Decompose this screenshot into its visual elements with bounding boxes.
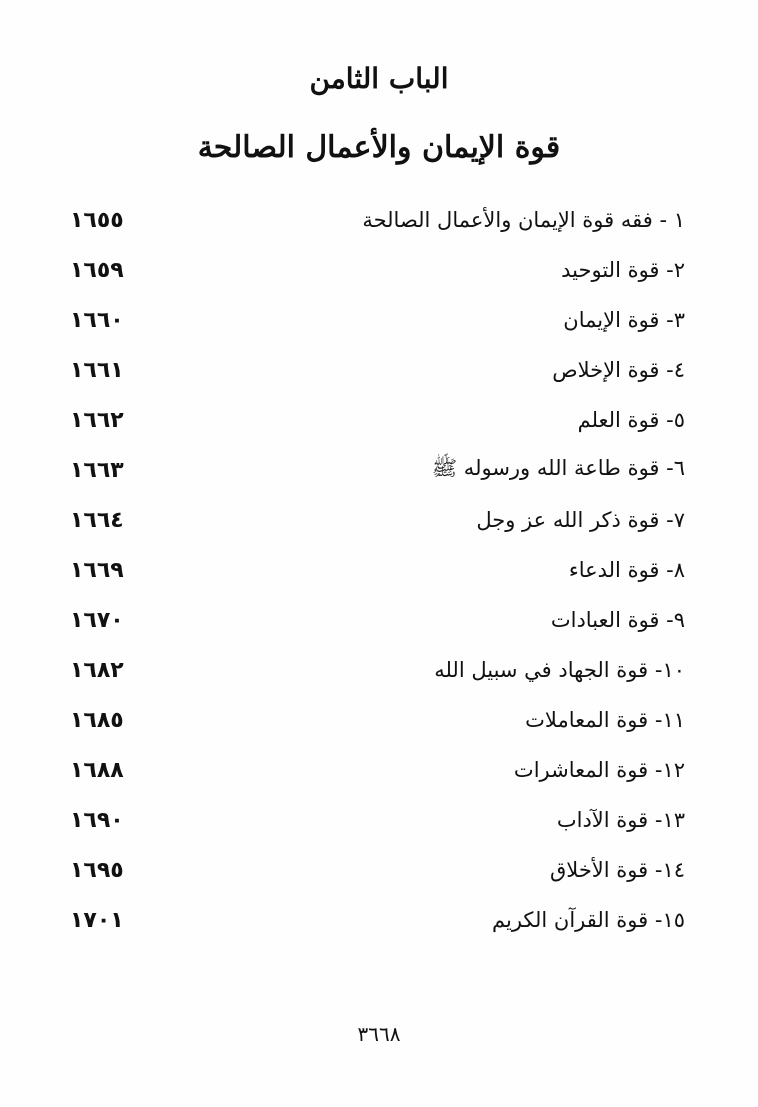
toc-entry-title: ٨- قوة الدعاء	[568, 558, 685, 582]
toc-row	[70, 495, 685, 545]
toc-page-number: ١٦٥٩	[70, 257, 124, 283]
toc-row	[70, 245, 685, 295]
toc-row	[70, 895, 685, 945]
chapter-title: قوة الإيمان والأعمال الصالحة	[197, 130, 561, 165]
toc-entry-title: ٢- قوة التوحيد	[561, 258, 685, 282]
toc-row	[70, 445, 685, 495]
toc-row	[70, 195, 685, 245]
toc-page-number: ١٦٥٥	[70, 207, 124, 233]
toc-page-number: ١٦٨٥	[70, 707, 124, 733]
toc-entry-title: ١٥- قوة القرآن الكريم	[492, 908, 685, 932]
toc-entry-title: ١٤- قوة الأخلاق	[550, 858, 685, 882]
toc-page-number: ١٦٩٥	[70, 857, 124, 883]
toc-row	[70, 695, 685, 745]
toc-entry-title: ١٣- قوة الآداب	[556, 808, 685, 832]
toc-page-number: ١٦٦٤	[70, 507, 124, 533]
toc-page-number: ١٦٩٠	[70, 807, 124, 833]
toc-row	[70, 795, 685, 845]
toc-page-number: ١٧٠١	[70, 907, 124, 933]
toc-entry-title: ٥- قوة العلم	[577, 408, 685, 432]
toc-entry-title: ١٠- قوة الجهاد في سبيل الله	[434, 658, 685, 682]
toc-page-number: ١٦٦١	[70, 357, 124, 383]
toc-row	[70, 345, 685, 395]
toc-entry-title: ٤- قوة الإخلاص	[552, 358, 685, 382]
table-of-contents	[70, 195, 685, 945]
toc-page-number: ١٦٨٢	[70, 657, 124, 683]
toc-entry-title: ١ - فقه قوة الإيمان والأعمال الصالحة	[362, 208, 685, 232]
toc-entry-title: ٣- قوة الإيمان	[563, 308, 685, 332]
toc-row	[70, 845, 685, 895]
toc-page-number: ١٦٦٣	[70, 457, 124, 483]
toc-page-number: ١٦٦٩	[70, 557, 124, 583]
toc-row	[70, 645, 685, 695]
toc-row	[70, 295, 685, 345]
toc-row	[70, 745, 685, 795]
toc-page-number: ١٦٨٨	[70, 757, 124, 783]
toc-entry-title: ٩- قوة العبادات	[550, 608, 685, 632]
toc-page-number: ١٦٦٠	[70, 307, 124, 333]
toc-page-number: ١٦٦٢	[70, 407, 124, 433]
toc-row	[70, 545, 685, 595]
toc-entry-title: ١١- قوة المعاملات	[525, 708, 685, 732]
toc-page-number: ١٦٧٠	[70, 607, 124, 633]
toc-row	[70, 395, 685, 445]
page-number: ٣٦٦٨	[357, 1022, 401, 1046]
toc-entry-title: ٦- قوة طاعة الله ورسوله ﷺ	[431, 455, 685, 480]
toc-entry-title: ٧- قوة ذكر الله عز وجل	[476, 508, 685, 532]
chapter-label: الباب الثامن	[309, 62, 449, 95]
toc-entry-title: ١٢- قوة المعاشرات	[513, 758, 685, 782]
toc-row	[70, 595, 685, 645]
